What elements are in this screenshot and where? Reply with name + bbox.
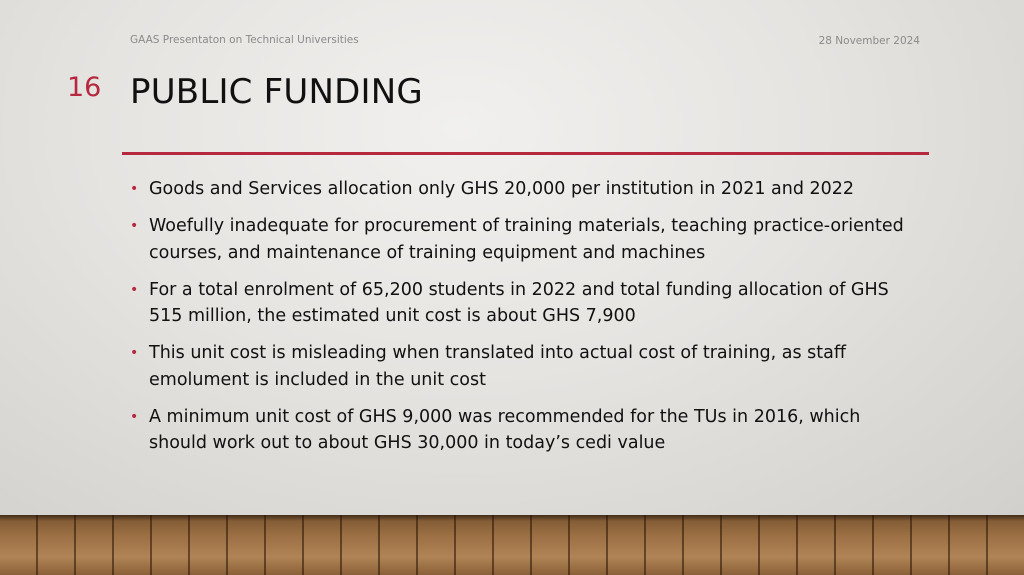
bullet-item [130, 176, 920, 203]
bullet-dot-icon: • [130, 345, 139, 361]
slide-date: 28 November 2024 [818, 35, 920, 47]
bullet-list [130, 176, 920, 467]
bullet-text: Goods and Services allocation only GHS 20,000 per institution in 2021 and 2022 [149, 179, 855, 199]
bullet-dot-icon: • [130, 281, 139, 298]
bullet-item [130, 213, 920, 266]
bullet-dot-icon: • [130, 408, 139, 425]
wood-floor-decoration [0, 515, 1024, 575]
bullet-item [130, 340, 920, 393]
bullet-text: Woefully inadequate for procurement of training materials, teaching practice-oriented courses, and maintenance of training equipment and machines [149, 216, 904, 263]
slide-title: PUBLIC FUNDING [130, 72, 423, 112]
bullet-text: This unit cost is misleading when translated into actual cost of training, as staff emolument is included in the unit cost [149, 343, 846, 390]
floor-shadow [0, 515, 1024, 521]
bullet-item [130, 404, 920, 457]
bullet-text: A minimum unit cost of GHS 9,000 was recommended for the TUs in 2016, which should work out to about GHS 30,000 in today’s cedi value [149, 406, 861, 453]
title-divider [122, 152, 929, 155]
slide-number: 16 [67, 72, 102, 103]
bullet-text: For a total enrolment of 65,200 students in 2022 and total funding allocation of GHS 515 million, the estimated unit cost is about GHS 7,900 [149, 279, 889, 326]
bullet-dot-icon: • [130, 181, 139, 197]
presentation-title: GAAS Presentaton on Technical Universities [130, 34, 359, 46]
bullet-dot-icon: • [130, 218, 139, 234]
bullet-item [130, 277, 920, 330]
